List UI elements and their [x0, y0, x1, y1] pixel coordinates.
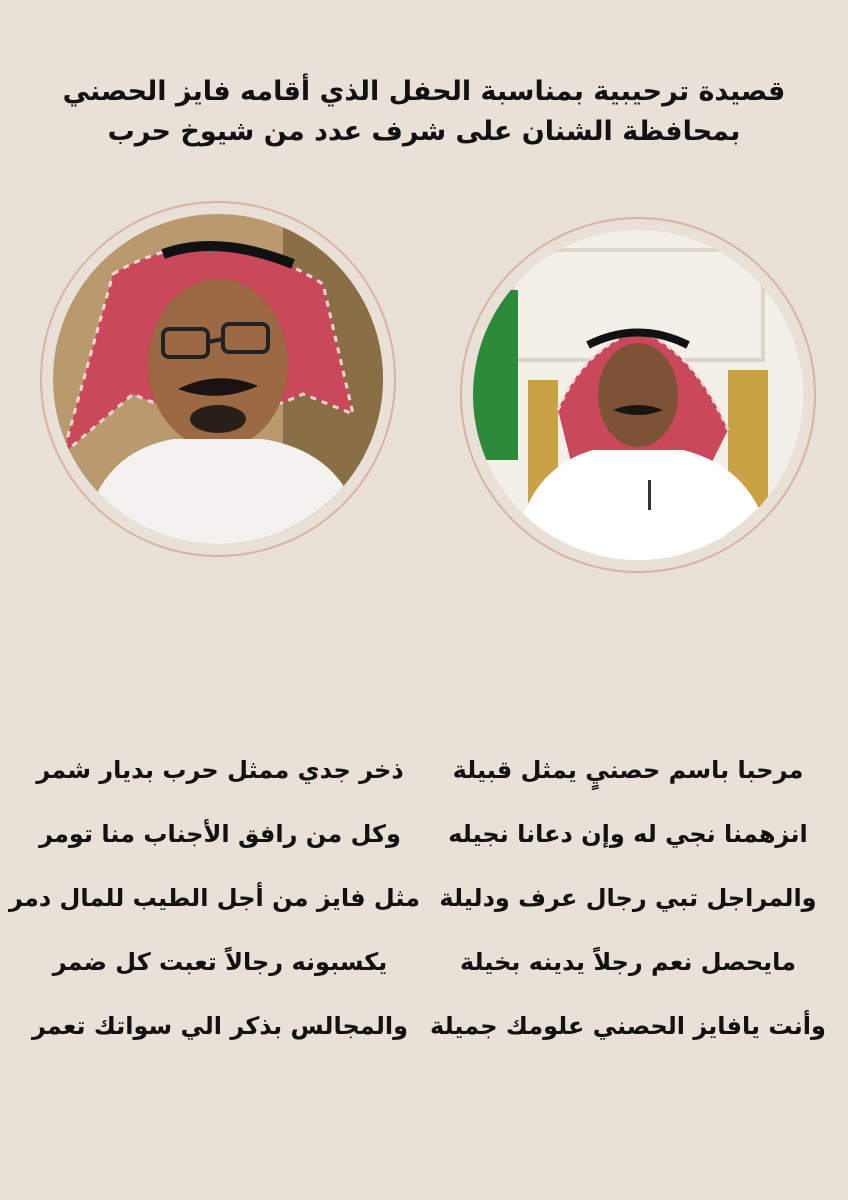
verse-first-hemistich: وأنت يافايز الحصني علومك جميلة: [430, 1012, 826, 1040]
verse-second-hemistich: مثل فايز من أجل الطيب للمال دمر: [9, 884, 420, 912]
verse-first-hemistich: مايحصل نعم رجلاً يدينه بخيلة: [459, 948, 797, 976]
portrait-right: [460, 217, 816, 573]
page-title: [40, 72, 808, 152]
verse-second-hemistich: ذخر جدي ممثل حرب بديار شمر: [36, 756, 404, 784]
poem-verse: [20, 930, 828, 994]
verse-first-hemistich: والمراجل تبي رجال عرف ودليلة: [439, 884, 817, 912]
title-line-2: بمحافظة الشنان على شرف عدد من شيوخ حرب: [107, 116, 741, 147]
verse-second-hemistich: يكسبونه رجالاً تعبت كل ضمر: [52, 948, 388, 976]
verse-first-hemistich: انزهمنا نجي له وإن دعانا نجيله: [448, 820, 808, 848]
poem-verse: [20, 802, 828, 866]
verse-first-hemistich: مرحبا باسم حصنيٍ يمثل قبيلة: [452, 756, 804, 784]
poem-verse: [20, 994, 828, 1058]
portrait-photo-man-seated-icon: [473, 230, 803, 560]
portrait-right-illustration: [473, 230, 803, 560]
poem-verse: [9, 866, 828, 930]
poem-verse: [20, 738, 828, 802]
portrait-photo-man-with-glasses-icon: [53, 214, 383, 544]
portrait-left-illustration: [53, 214, 383, 544]
verse-second-hemistich: وكل من رافق الأجناب منا تومر: [39, 820, 401, 848]
title-line-1: قصيدة ترحيبية بمناسبة الحفل الذي أقامه فايز الحصني: [62, 76, 786, 107]
poem: [9, 738, 828, 1058]
verse-second-hemistich: والمجالس بذكر الي سواتك تعمر: [31, 1012, 408, 1040]
portrait-left: [40, 201, 396, 557]
